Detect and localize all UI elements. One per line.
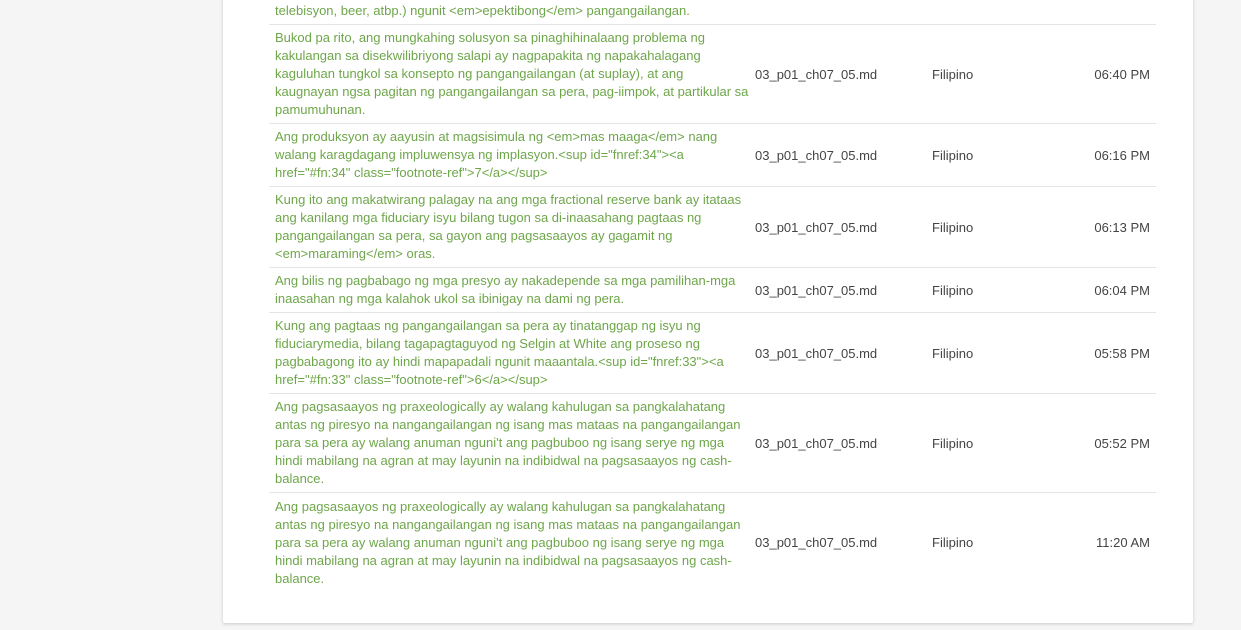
table-row[interactable] — [269, 0, 1156, 25]
segment-time: 11:20 AM — [1096, 535, 1150, 550]
segment-language: Filipino — [932, 435, 974, 451]
segment-time: 05:58 PM — [1094, 345, 1150, 361]
segment-time: 06:13 PM — [1094, 219, 1150, 235]
segment-file: 03_p01_ch07_05.md — [755, 535, 878, 550]
segment-time: 06:04 PM — [1094, 282, 1150, 298]
segment-time: 06:16 PM — [1094, 147, 1150, 163]
segment-language: Filipino — [932, 282, 974, 298]
segment-language: Filipino — [932, 147, 974, 163]
table-row[interactable] — [269, 268, 1156, 313]
segment-text[interactable]: Ang produksyon ay aayusin at magsisimula ng <em>mas maaga</em> nang walang karagdagang impluwensya ng implasyon.<sup id="fnref:34"><a href="#fn:34" class="footnote-ref">7</a></sup> — [275, 129, 718, 180]
segment-text[interactable]: Bukod pa rito, ang mungkahing solusyon sa pinaghihinalaang problema ng kakulangan sa disekwilibriyong salapi ay nagpapakita ng napakahalagang kaguluhan tungkol sa konsepto ng pangangailangan (at suplay), at ang kaugnayan ngsa pagitan ng pangangailangan sa pera, pag-iimpok, at partikular sa pamumuhunan. — [275, 30, 749, 117]
segment-time: 06:40 PM — [1094, 66, 1150, 82]
segment-time: 05:52 PM — [1094, 435, 1150, 451]
segment-file: 03_p01_ch07_05.md — [755, 219, 878, 235]
table-row[interactable] — [269, 313, 1156, 394]
table-row[interactable] — [269, 493, 1156, 592]
segment-file: 03_p01_ch07_05.md — [755, 435, 878, 451]
translation-history-table — [269, 0, 1156, 592]
segment-language: Filipino — [932, 66, 974, 82]
segment-text[interactable]: Kung ang pagtaas ng pangangailangan sa pera ay tinatanggap ng isyu ng fiduciarymedia, bilang tagapagtaguyod ng Selgin at White ang proseso ng pagbabagong ito ay hindi mapapadali ngunit maaantala.<sup id="fnref:33"><a href="#fn:33" class="footnote-ref">6</a></sup> — [275, 318, 724, 387]
segment-file: 03_p01_ch07_05.md — [755, 282, 878, 298]
segment-language: Filipino — [932, 219, 974, 235]
segment-language: Filipino — [932, 535, 974, 550]
segment-text[interactable]: Kung ito ang makatwirang palagay na ang mga fractional reserve bank ay itataas ang kanilang mga fiduciary isyu bilang tugon sa di-inaasahang pagtaas ng pangangailangan sa pera, sa gayon ang pagsasaayos ay gagamit ng <em>maraming</em> oras. — [275, 192, 742, 261]
segment-text[interactable]: Ang bilis ng pagbabago ng mga presyo ay nakadepende sa mga pamilihan-mga inaasahan ng mga kalahok ukol sa ibinigay na dami ng pera. — [275, 273, 736, 306]
table-row[interactable] — [269, 187, 1156, 268]
segment-text[interactable]: telebisyon, beer, atbp.) ngunit <em>epektibong</em> pangangailangan. — [275, 3, 690, 18]
segment-file: 03_p01_ch07_05.md — [755, 147, 878, 163]
segment-language: Filipino — [932, 345, 974, 361]
table-row[interactable] — [269, 25, 1156, 124]
segment-text[interactable]: Ang pagsasaayos ng praxeologically ay walang kahulugan sa pangkalahatang antas ng piresyo na nangangailangan ng isang mas mataas na pangangailangan para sa pera ay walang anuman nguni't ang pagbuboo ng isang serye ng mga hindi mabilang na agran at may layunin na indibidwal na pagsasaayos ng cash-balance. — [275, 399, 741, 486]
segment-file: 03_p01_ch07_05.md — [755, 345, 878, 361]
table-row[interactable] — [269, 394, 1156, 493]
segment-text[interactable]: Ang pagsasaayos ng praxeologically ay walang kahulugan sa pangkalahatang antas ng piresyo na nangangailangan ng isang mas mataas na pangangailangan para sa pera ay walang anuman nguni't ang pagbuboo ng isang serye ng mga hindi mabilang na agran at may layunin na indibidwal na pagsasaayos ng cash-balance. — [275, 498, 741, 586]
segment-file: 03_p01_ch07_05.md — [755, 66, 878, 82]
table-row[interactable] — [269, 124, 1156, 187]
